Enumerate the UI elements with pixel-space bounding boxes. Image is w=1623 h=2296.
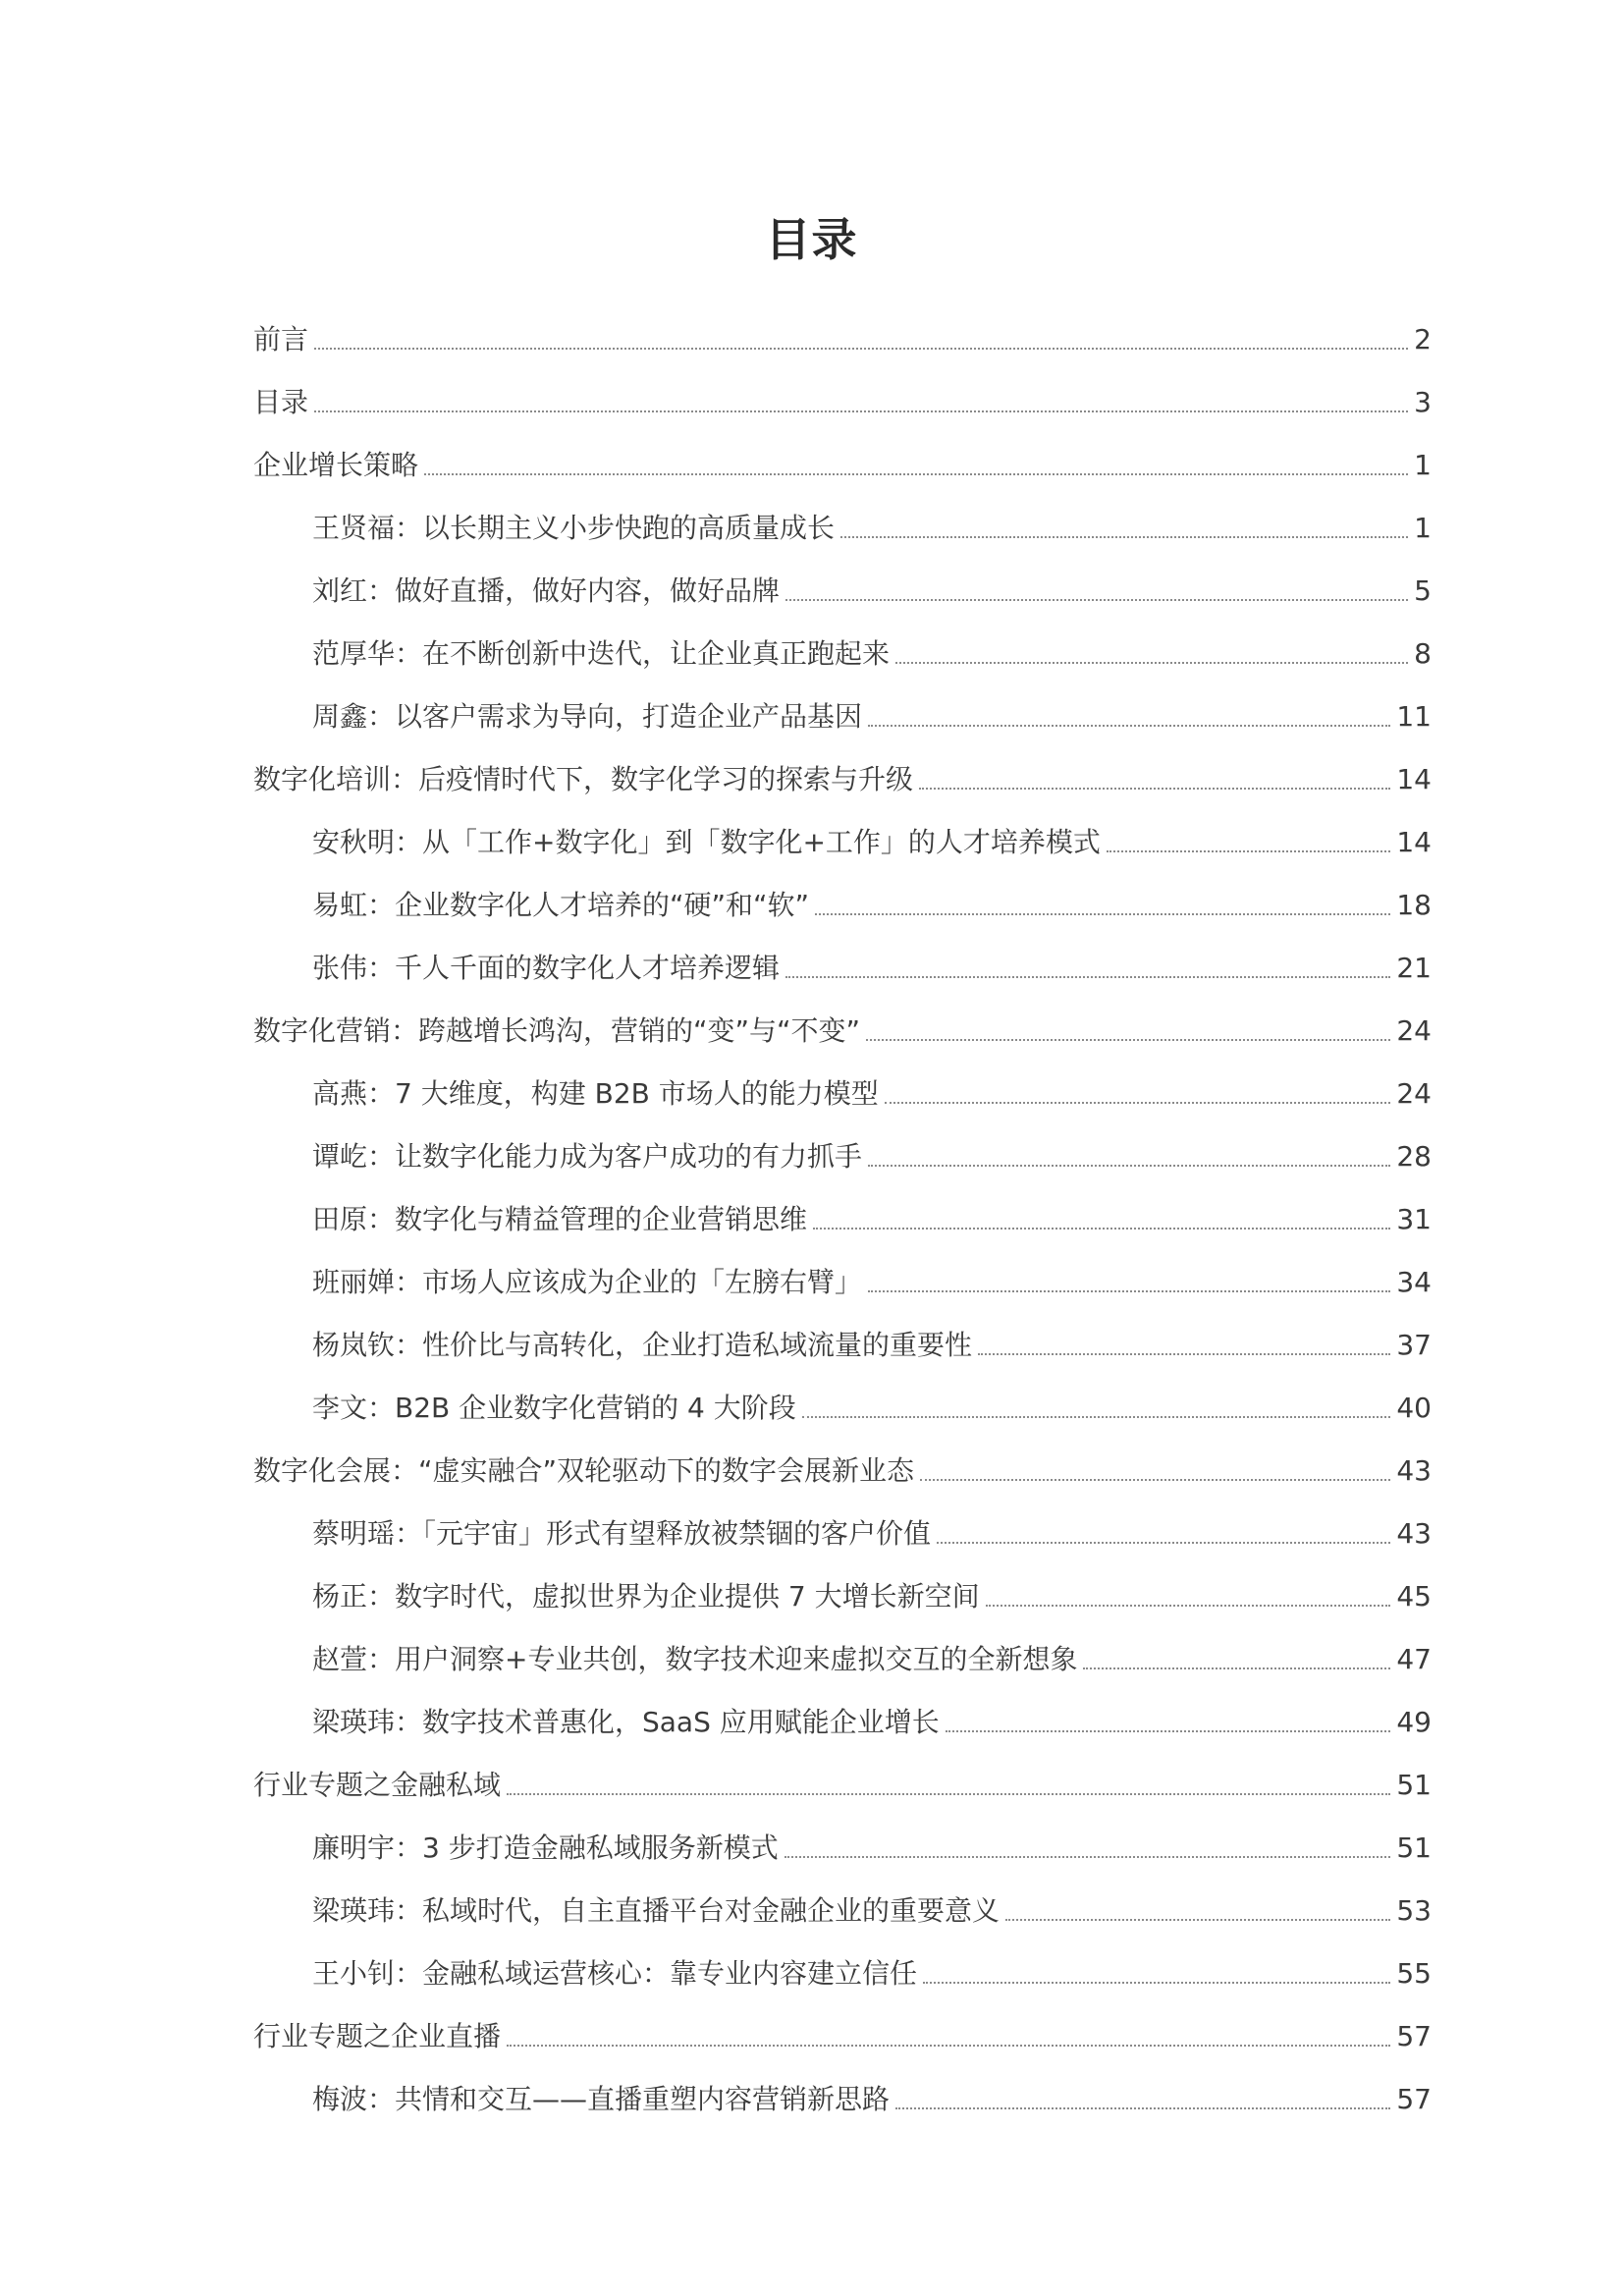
dot-leader — [802, 1416, 1391, 1418]
toc-article-entry[interactable] — [253, 1310, 1432, 1373]
toc-article-entry[interactable] — [253, 1184, 1432, 1247]
toc-entry-label: 前言 — [253, 323, 309, 355]
toc-entry-label: 目录 — [253, 386, 309, 418]
toc-entry-label: 王小钊：金融私域运营核心：靠专业内容建立信任 — [312, 1957, 918, 1990]
toc-entry-label: 易虹：企业数字化人才培养的“硬”和“软” — [312, 889, 810, 921]
toc-entry-page-number: 1 — [1414, 449, 1432, 481]
toc-entry-label: 李文：B2B 企业数字化营销的 4 大阶段 — [312, 1392, 796, 1424]
toc-article-entry[interactable] — [253, 493, 1432, 556]
toc-entry-page-number: 51 — [1396, 1769, 1432, 1801]
dot-leader — [785, 976, 1390, 978]
toc-section-entry[interactable] — [253, 744, 1432, 807]
toc-entry-page-number: 57 — [1396, 2020, 1432, 2052]
toc-entry-page-number: 43 — [1396, 1454, 1432, 1487]
toc-article-entry[interactable] — [253, 619, 1432, 682]
toc-entry-label: 梁瑛玮：数字技术普惠化，SaaS 应用赋能企业增长 — [312, 1706, 940, 1738]
toc-article-entry[interactable] — [253, 1876, 1432, 1939]
dot-leader — [946, 1730, 1391, 1732]
dot-leader — [868, 1290, 1390, 1292]
toc-entry-label: 谭屹：让数字化能力成为客户成功的有力抓手 — [312, 1140, 863, 1173]
toc-entry-label: 班丽婵：市场人应该成为企业的「左膀右臂」 — [312, 1266, 863, 1298]
toc-entry-label: 数字化培训：后疫情时代下，数字化学习的探索与升级 — [253, 763, 914, 795]
toc-entry-page-number: 1 — [1414, 512, 1432, 544]
toc-entry-label: 安秋明：从「工作+数字化」到「数字化+工作」的人才培养模式 — [312, 826, 1101, 858]
dot-leader — [314, 348, 1408, 350]
toc-entry-label: 田原：数字化与精益管理的企业营销思维 — [312, 1203, 808, 1235]
dot-leader — [1005, 1919, 1390, 1921]
toc-entry-label: 梅波：共情和交互——直播重塑内容营销新思路 — [312, 2083, 891, 2115]
toc-entry-label: 张伟：千人千面的数字化人才培养逻辑 — [312, 952, 781, 984]
toc-article-entry[interactable] — [253, 807, 1432, 870]
toc-entry-page-number: 2 — [1414, 323, 1432, 355]
toc-section-entry[interactable] — [253, 304, 1432, 367]
toc-entry-page-number: 40 — [1396, 1392, 1432, 1424]
toc-entry-page-number: 11 — [1396, 700, 1432, 733]
dot-leader — [920, 1479, 1390, 1481]
dot-leader — [868, 1165, 1390, 1167]
toc-entry-page-number: 28 — [1396, 1140, 1432, 1173]
toc-entry-label: 范厚华：在不断创新中迭代，让企业真正跑起来 — [312, 637, 891, 670]
toc-entry-label: 王贤福：以长期主义小步快跑的高质量成长 — [312, 512, 836, 544]
dot-leader — [866, 1039, 1390, 1041]
toc-entry-label: 赵萱：用户洞察+专业共创，数字技术迎来虚拟交互的全新想象 — [312, 1643, 1078, 1675]
toc-article-entry[interactable] — [253, 933, 1432, 996]
toc-article-entry[interactable] — [253, 2064, 1432, 2127]
dot-leader — [978, 1353, 1390, 1355]
toc-entry-page-number: 51 — [1396, 1831, 1432, 1864]
toc-article-entry[interactable] — [253, 682, 1432, 744]
toc-entry-label: 数字化营销：跨越增长鸿沟，营销的“变”与“不变” — [253, 1014, 861, 1047]
toc-entry-label: 行业专题之金融私域 — [253, 1769, 502, 1801]
toc-entry-label: 行业专题之企业直播 — [253, 2020, 502, 2052]
toc-entry-page-number: 49 — [1396, 1706, 1432, 1738]
toc-entry-label: 企业增长策略 — [253, 449, 419, 481]
toc-section-entry[interactable] — [253, 1750, 1432, 1813]
toc-entry-label: 数字化会展：“虚实融合”双轮驱动下的数字会展新业态 — [253, 1454, 915, 1487]
dot-leader — [424, 473, 1408, 475]
dot-leader — [813, 1228, 1390, 1230]
toc-entry-page-number: 53 — [1396, 1894, 1432, 1927]
toc-article-entry[interactable] — [253, 1121, 1432, 1184]
page-title: 目录 — [765, 213, 858, 266]
toc-article-entry[interactable] — [253, 1247, 1432, 1310]
toc-entry-label: 廉明宇：3 步打造金融私域服务新模式 — [312, 1831, 779, 1864]
toc-section-entry[interactable] — [253, 1436, 1432, 1499]
dot-leader — [815, 913, 1390, 915]
toc-entry-page-number: 14 — [1396, 763, 1432, 795]
dot-leader — [885, 1102, 1391, 1104]
dot-leader — [507, 1793, 1390, 1795]
toc-entry-page-number: 24 — [1396, 1077, 1432, 1110]
dot-leader — [785, 599, 1408, 601]
dot-leader — [919, 788, 1390, 790]
toc-entry-page-number: 47 — [1396, 1643, 1432, 1675]
dot-leader — [507, 2045, 1390, 2047]
toc-entry-page-number: 21 — [1396, 952, 1432, 984]
toc-entry-page-number: 45 — [1396, 1580, 1432, 1613]
toc-article-entry[interactable] — [253, 1624, 1432, 1687]
toc-entry-label: 蔡明瑶：「元宇宙」形式有望释放被禁锢的客户价值 — [312, 1517, 932, 1550]
dot-leader — [986, 1605, 1391, 1607]
toc-section-entry[interactable] — [253, 367, 1432, 430]
toc-entry-label: 梁瑛玮：私域时代，自主直播平台对金融企业的重要意义 — [312, 1894, 1001, 1927]
toc-entry-page-number: 55 — [1396, 1957, 1432, 1990]
toc-entry-page-number: 37 — [1396, 1329, 1432, 1361]
toc-entry-page-number: 5 — [1414, 574, 1432, 607]
toc-entry-label: 周鑫：以客户需求为导向，打造企业产品基因 — [312, 700, 863, 733]
toc-entry-page-number: 14 — [1396, 826, 1432, 858]
toc-article-entry[interactable] — [253, 1561, 1432, 1624]
dot-leader — [314, 410, 1408, 412]
toc-entry-page-number: 24 — [1396, 1014, 1432, 1047]
toc-entry-label: 高燕：7 大维度，构建 B2B 市场人的能力模型 — [312, 1077, 879, 1110]
dot-leader — [1083, 1667, 1390, 1669]
table-of-contents — [253, 304, 1432, 2127]
toc-article-entry[interactable] — [253, 1939, 1432, 2001]
toc-article-entry[interactable] — [253, 556, 1432, 619]
toc-entry-page-number: 34 — [1396, 1266, 1432, 1298]
dot-leader — [937, 1542, 1390, 1544]
toc-entry-page-number: 57 — [1396, 2083, 1432, 2115]
toc-article-entry[interactable] — [253, 870, 1432, 933]
toc-section-entry[interactable] — [253, 996, 1432, 1059]
dot-leader — [1107, 850, 1390, 852]
dot-leader — [868, 725, 1390, 727]
toc-entry-page-number: 3 — [1414, 386, 1432, 418]
toc-entry-label: 杨正：数字时代，虚拟世界为企业提供 7 大增长新空间 — [312, 1580, 980, 1613]
toc-entry-page-number: 18 — [1396, 889, 1432, 921]
toc-entry-label: 刘红：做好直播，做好内容，做好品牌 — [312, 574, 781, 607]
toc-article-entry[interactable] — [253, 1687, 1432, 1750]
toc-entry-page-number: 43 — [1396, 1517, 1432, 1550]
toc-article-entry[interactable] — [253, 1373, 1432, 1436]
toc-section-entry[interactable] — [253, 2001, 1432, 2064]
dot-leader — [840, 536, 1408, 538]
dot-leader — [895, 2107, 1390, 2109]
dot-leader — [895, 662, 1408, 664]
toc-article-entry[interactable] — [253, 1059, 1432, 1121]
dot-leader — [784, 1856, 1391, 1858]
dot-leader — [923, 1982, 1390, 1984]
toc-entry-page-number: 31 — [1396, 1203, 1432, 1235]
toc-article-entry[interactable] — [253, 1499, 1432, 1561]
toc-entry-label: 杨岚钦：性价比与高转化，企业打造私域流量的重要性 — [312, 1329, 973, 1361]
toc-section-entry[interactable] — [253, 430, 1432, 493]
toc-article-entry[interactable] — [253, 1813, 1432, 1876]
toc-entry-page-number: 8 — [1414, 637, 1432, 670]
